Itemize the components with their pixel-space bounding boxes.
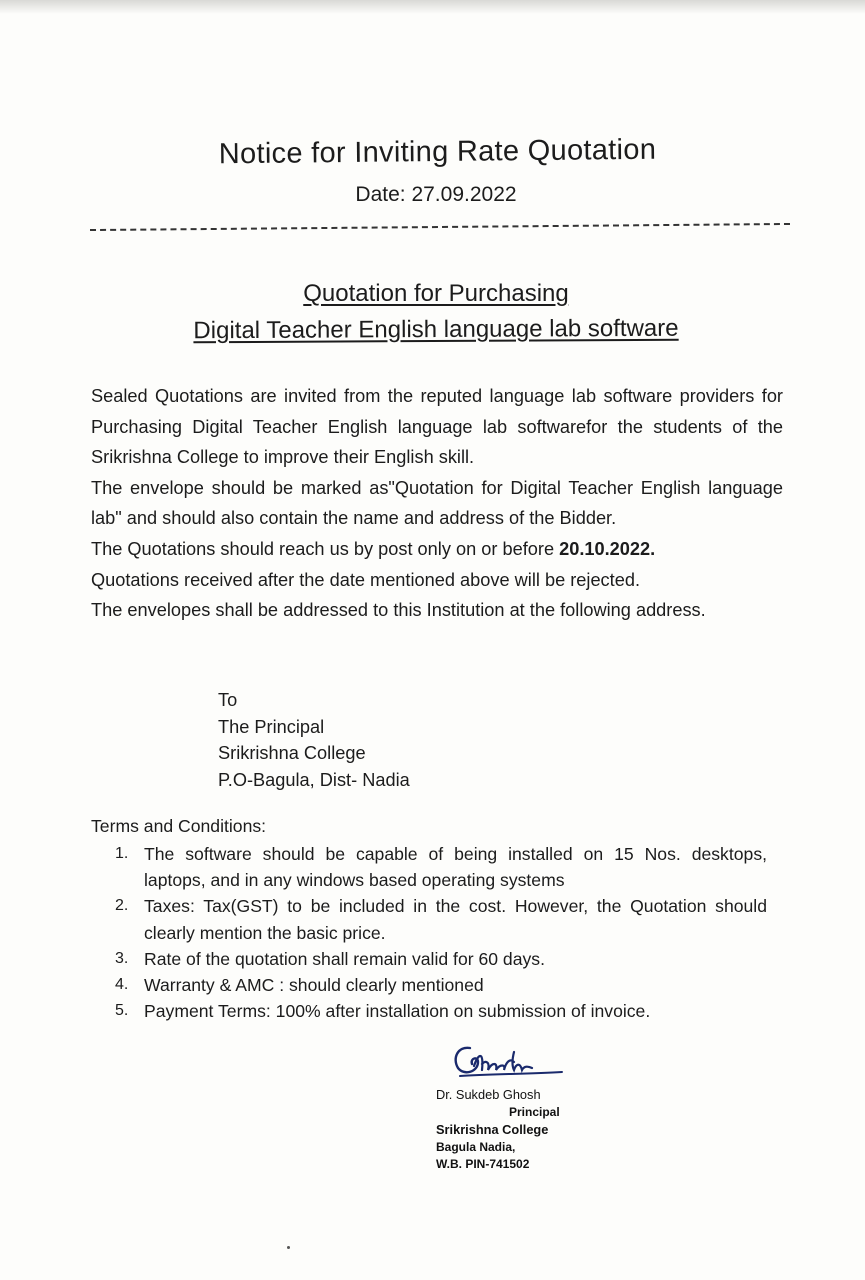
signatory-place: Bagula Nadia,	[436, 1139, 516, 1154]
terms-item-text: Rate of the quotation shall remain valid for 60 days.	[144, 948, 545, 969]
body-paragraph-address-intro: The envelopes shall be addressed to this Institution at the following address.	[91, 600, 706, 621]
address-recipient: The Principal	[218, 716, 325, 737]
signatory-stamp	[436, 1086, 560, 1174]
signatory-name: Dr. Sukdeb Ghosh	[436, 1087, 541, 1102]
body-paragraph-envelope: The envelope should be marked as"Quotation for Digital Teacher English language lab" and should also contain the name and address of the Bidder.	[91, 477, 783, 529]
principal-signature	[448, 1036, 568, 1084]
terms-item	[115, 946, 767, 972]
terms-item-number: 5.	[115, 1002, 129, 1020]
signatory-designation: Principal	[509, 1104, 560, 1119]
paper-speck	[287, 1246, 290, 1249]
terms-item-number: 3.	[115, 949, 129, 967]
terms-item	[115, 998, 767, 1024]
body-paragraph-invitation: Sealed Quotations are invited from the reputed language lab software providers for Purchasing Digital Teacher English language lab softwarefor the students of the Srikrishna College to improve their English skill.	[91, 386, 783, 468]
terms-item-text: Taxes: Tax(GST) to be included in the cost. However, the Quotation should clearly mention the basic price.	[144, 896, 767, 943]
body-paragraph-rejection: Quotations received after the date mentioned above will be rejected.	[91, 569, 640, 590]
terms-item-text: The software should be capable of being installed on 15 Nos. desktops, laptops, and in any windows based operating systems	[144, 844, 767, 891]
notice-title: Notice for Inviting Rate Quotation	[218, 133, 657, 171]
terms-item-number: 2.	[115, 897, 129, 915]
subject-line-1: Quotation for Purchasing	[303, 280, 569, 307]
page-top-edge	[0, 0, 865, 14]
terms-item-number: 4.	[115, 976, 129, 994]
dashed-divider	[90, 223, 790, 231]
mailing-address	[218, 687, 410, 793]
terms-item-text: Warranty & AMC : should clearly mentioned	[144, 975, 484, 996]
address-to: To	[218, 690, 238, 710]
signatory-pin: W.B. PIN-741502	[436, 1157, 530, 1171]
notice-date: Date: 27.09.2022	[355, 183, 517, 206]
deadline-date: 20.10.2022.	[559, 538, 656, 559]
terms-item	[115, 893, 767, 945]
terms-item-text: Payment Terms: 100% after installation on submission of invoice.	[144, 1001, 651, 1022]
body-paragraph-deadline	[91, 534, 783, 565]
signatory-college: Srikrishna College	[436, 1122, 549, 1137]
notice-body	[91, 381, 783, 626]
terms-heading: Terms and Conditions:	[91, 816, 267, 836]
subject-line-2: Digital Teacher English language lab software	[193, 314, 679, 345]
address-institution: Srikrishna College	[218, 743, 366, 763]
terms-item	[115, 841, 767, 893]
terms-item-number: 1.	[115, 845, 129, 862]
terms-list	[115, 841, 767, 1024]
deadline-text: The Quotations should reach us by post only on or before	[91, 538, 560, 559]
address-location: P.O-Bagula, Dist- Nadia	[218, 769, 410, 790]
terms-item	[115, 972, 767, 998]
